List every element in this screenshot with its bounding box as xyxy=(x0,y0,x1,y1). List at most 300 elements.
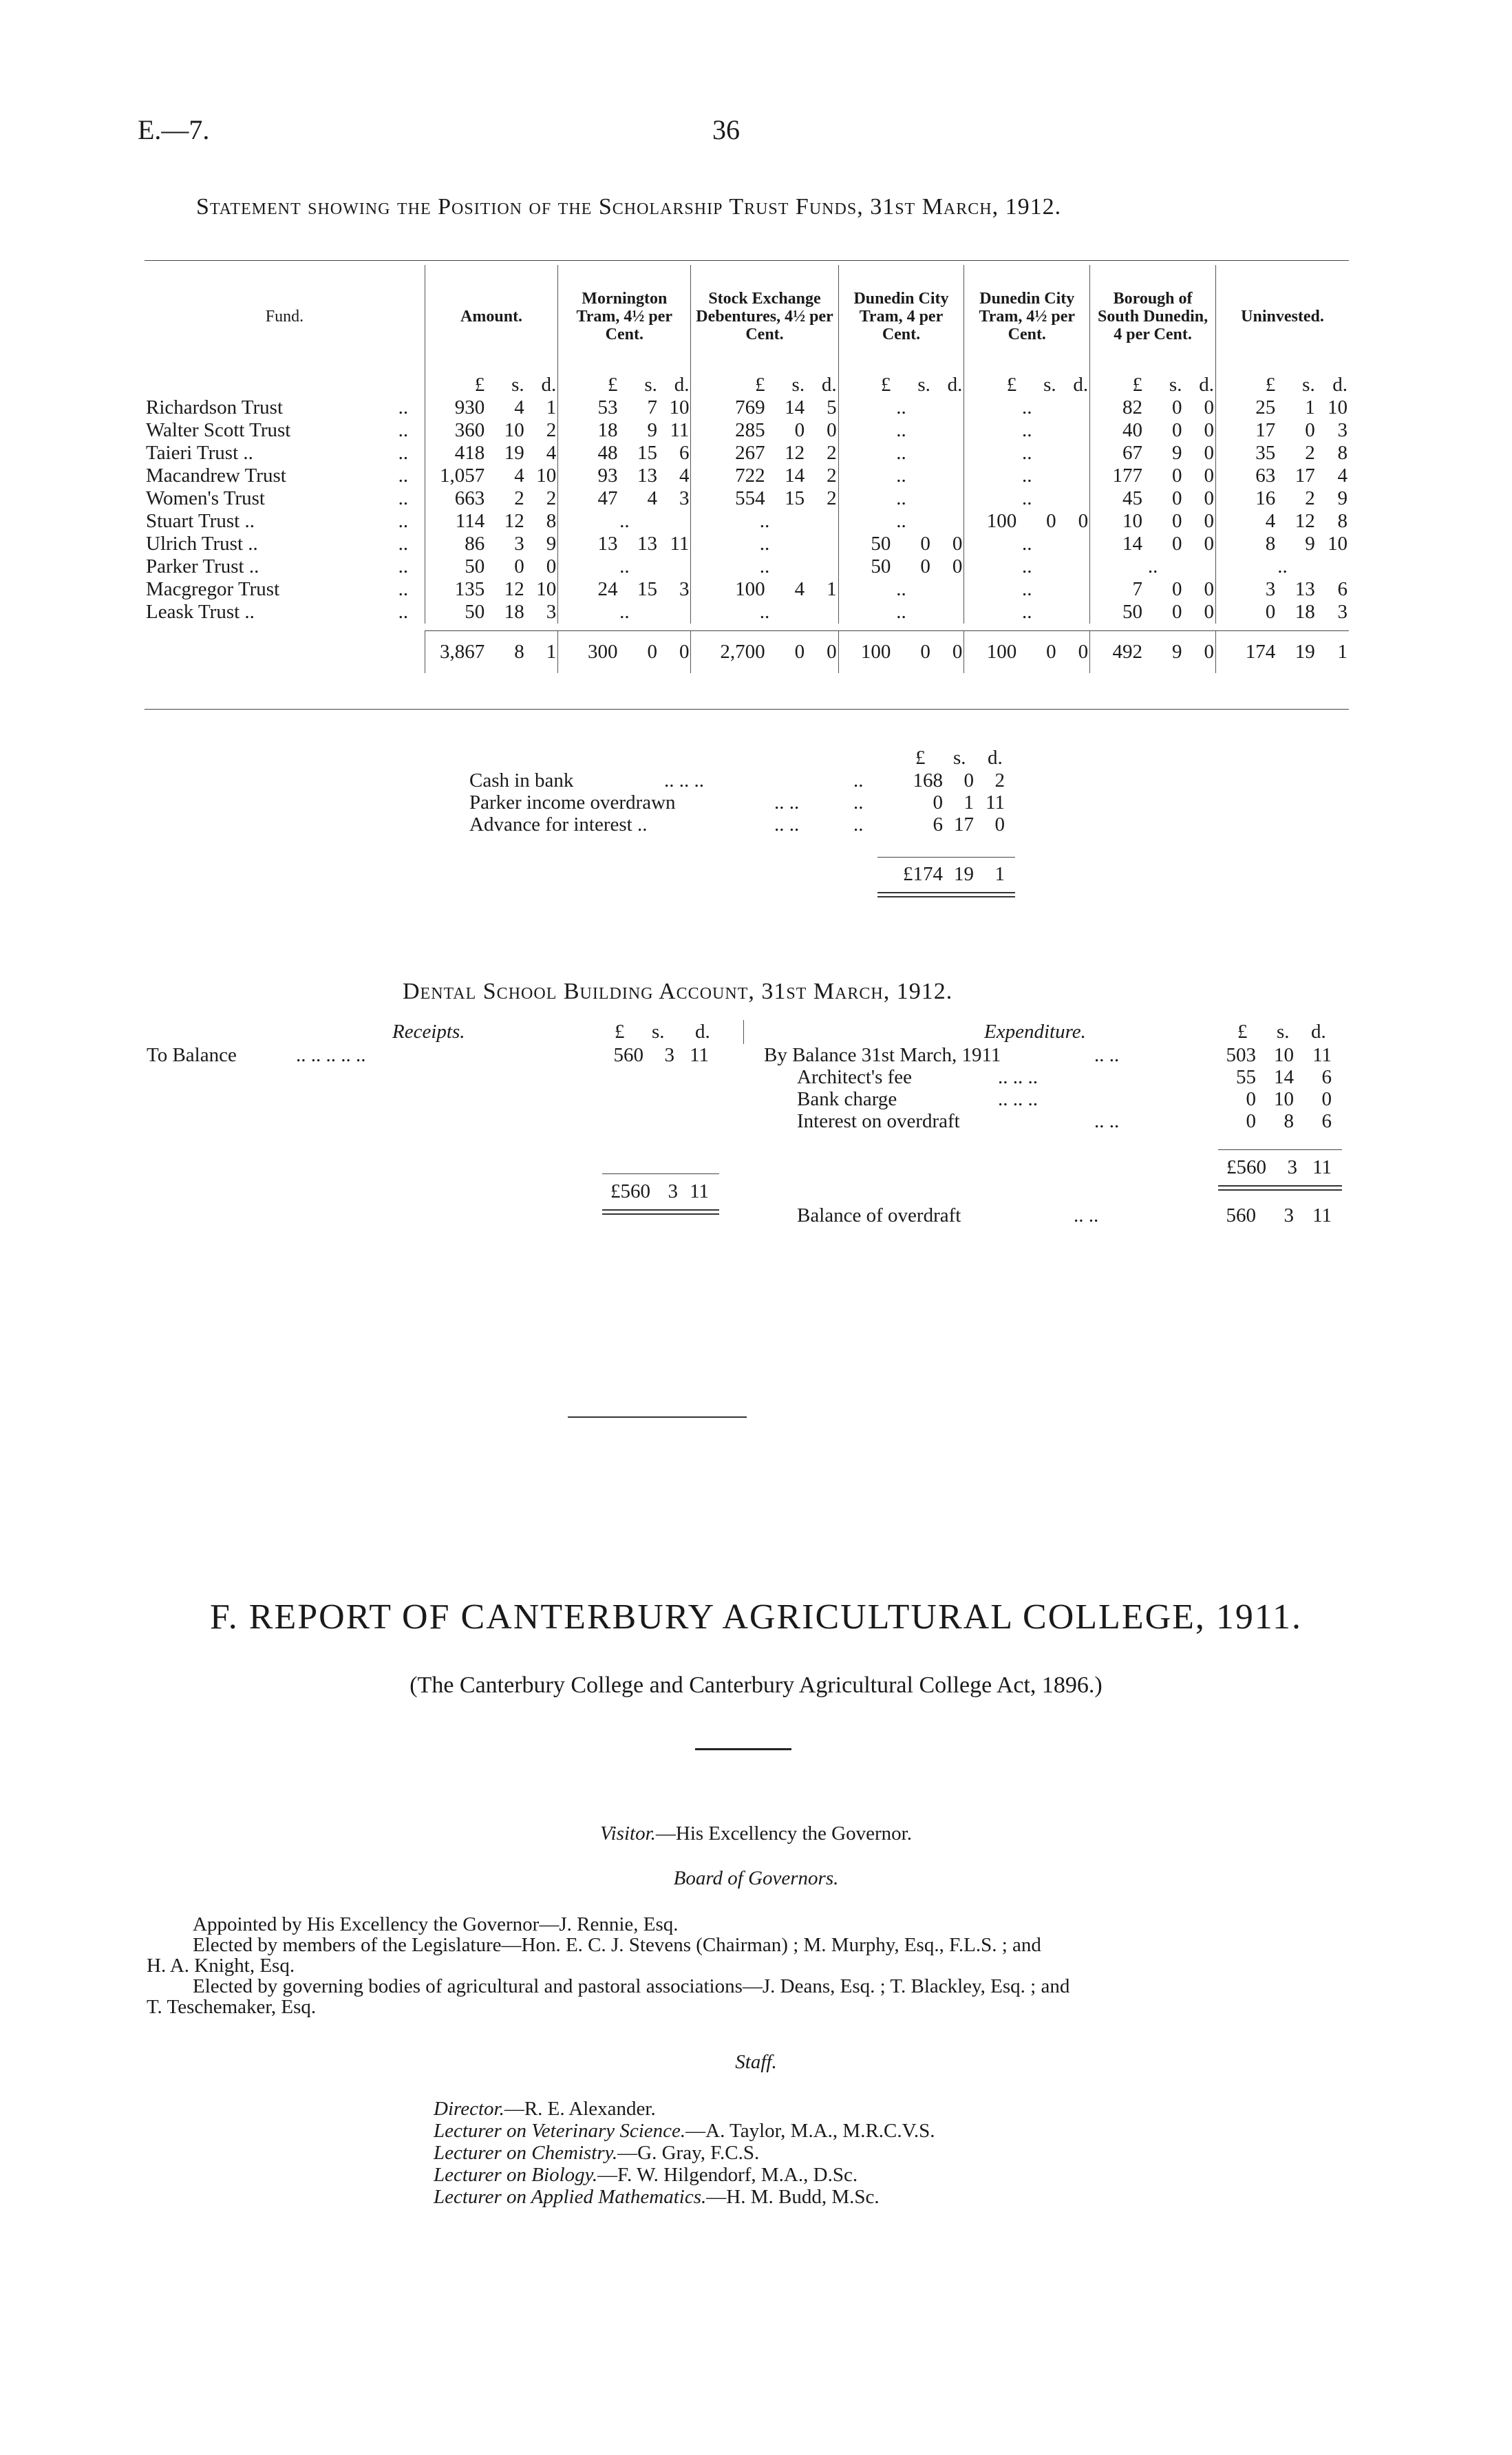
receipts-unit-shilling: s. xyxy=(652,1021,665,1043)
total-cell: 0 xyxy=(932,631,964,674)
uninvested-value: 0 xyxy=(933,791,943,814)
empty-cell: .. xyxy=(691,555,838,578)
value-cell: 11 xyxy=(670,419,690,441)
value-cell: 4 xyxy=(647,487,657,509)
value-cell: 35 xyxy=(1215,442,1277,465)
value-cell: 2 xyxy=(827,487,837,509)
uninvested-dots: .. .. xyxy=(774,791,800,814)
fund-name: Leask Trust .. xyxy=(146,601,255,623)
value-cell: 0 xyxy=(1204,601,1214,623)
table-row xyxy=(145,510,1349,533)
total-cell: 100 xyxy=(964,631,1018,674)
staff-name: —A. Taylor, M.A., M.R.C.V.S. xyxy=(685,2120,935,2142)
value-cell: 2 xyxy=(827,465,837,487)
unit-label: d. xyxy=(1073,374,1089,396)
value-cell: 63 xyxy=(1215,465,1277,487)
staff-name: —R. E. Alexander. xyxy=(504,2098,656,2120)
expenditure-value: 8 xyxy=(1284,1110,1294,1132)
unit-label: £ xyxy=(838,368,892,396)
receipts-total-pence: 11 xyxy=(690,1180,709,1202)
empty-cell: .. xyxy=(838,510,964,533)
unit-label: s. xyxy=(791,374,805,396)
value-cell: 14 xyxy=(785,465,805,487)
expenditure-value: 14 xyxy=(1274,1066,1294,1088)
uninvested-value: 0 xyxy=(994,814,1005,836)
board-elected-legislature: Elected by members of the Legislature—Hon. E. C. J. Stevens (Chairman) ; M. Murphy, Esq., F.L.S. ; and xyxy=(193,1934,1041,1956)
unit-label: s. xyxy=(917,374,930,396)
table-top-rule xyxy=(145,260,1349,261)
uninvested-value: 168 xyxy=(913,769,943,791)
staff-line xyxy=(434,2186,880,2209)
unit-label: d. xyxy=(1199,374,1214,396)
value-cell: 14 xyxy=(1090,533,1144,555)
table-row xyxy=(145,601,1349,624)
value-cell: 769 xyxy=(691,396,767,419)
empty-cell: .. xyxy=(964,465,1090,487)
uninvested-unit-pence: d. xyxy=(988,747,1003,769)
value-cell: 4 xyxy=(1215,510,1277,533)
report-title: F. REPORT OF CANTERBURY AGRICULTURAL COLLEGE, 1911. xyxy=(210,1597,1302,1637)
expend-total-pence: 11 xyxy=(1312,1156,1332,1178)
unit-label: £ xyxy=(1215,368,1277,396)
dental-title: Dental School Building Account, 31st March, 1912. xyxy=(403,979,953,1004)
expend-unit-pence: d. xyxy=(1311,1021,1326,1043)
table-row xyxy=(145,487,1349,510)
staff-role: Lecturer on Applied Mathematics. xyxy=(434,2186,707,2208)
table-header-row xyxy=(145,265,1349,368)
col-fund: Fund. xyxy=(265,308,304,326)
overdraft-dots: .. .. xyxy=(1074,1204,1099,1226)
document-ref: E.—7. xyxy=(138,114,210,145)
uninvested-dots-lead: .. xyxy=(853,769,864,791)
expenditure-value: 0 xyxy=(1246,1088,1256,1110)
fund-dots: .. xyxy=(398,487,409,509)
value-cell: 19 xyxy=(504,442,524,464)
value-cell: 2 xyxy=(1305,442,1315,464)
value-cell: 25 xyxy=(1215,396,1277,419)
value-cell: 67 xyxy=(1090,442,1144,465)
value-cell: 285 xyxy=(691,419,767,442)
value-cell: 0 xyxy=(1171,487,1182,509)
value-cell: 114 xyxy=(425,510,486,533)
overdraft-pounds: 560 xyxy=(1226,1204,1256,1226)
value-cell: 4 xyxy=(679,465,690,487)
unit-label: £ xyxy=(558,368,619,396)
total-cell: 174 xyxy=(1215,631,1277,674)
value-cell: 18 xyxy=(504,601,524,623)
value-cell: 4 xyxy=(1337,465,1348,487)
col-uninvested: Uninvested. xyxy=(1215,265,1349,368)
value-cell: 12 xyxy=(504,578,524,600)
receipt-shillings: 3 xyxy=(664,1044,674,1066)
total-cell: 8 xyxy=(486,631,525,674)
value-cell: 0 xyxy=(1171,601,1182,623)
unit-label: £ xyxy=(964,368,1018,396)
receipt-label: To Balance xyxy=(147,1044,237,1066)
value-cell: 3 xyxy=(514,533,524,555)
table-row xyxy=(145,533,1349,555)
fund-name: Parker Trust .. xyxy=(146,555,259,577)
empty-cell: .. xyxy=(964,578,1090,601)
table-row xyxy=(145,578,1349,601)
value-cell: 267 xyxy=(691,442,767,465)
value-cell: 12 xyxy=(785,442,805,464)
value-cell: 24 xyxy=(558,578,619,601)
receipts-total-double-rule xyxy=(602,1209,719,1215)
uninvested-label: Advance for interest .. xyxy=(469,814,648,836)
staff-name: —H. M. Budd, M.Sc. xyxy=(706,2186,880,2208)
unit-label: d. xyxy=(541,374,557,396)
value-cell: 4 xyxy=(546,442,557,464)
total-cell: 492 xyxy=(1090,631,1144,674)
page-number: 36 xyxy=(712,114,740,145)
col-dunedin-4: Dunedin City Tram, 4 per Cent. xyxy=(838,265,964,368)
value-cell: 9 xyxy=(1305,533,1315,555)
board-heading: Board of Governors. xyxy=(673,1867,839,1889)
value-cell: 7 xyxy=(1090,578,1144,601)
col-mornington: Mornington Tram, 4½ per Cent. xyxy=(558,265,691,368)
expend-total-rule xyxy=(1218,1149,1342,1150)
unit-label: £ xyxy=(691,368,767,396)
value-cell: 1 xyxy=(546,396,557,418)
total-cell: 3,867 xyxy=(425,631,486,674)
table-row xyxy=(145,396,1349,419)
empty-cell: .. xyxy=(964,555,1090,578)
value-cell: 15 xyxy=(637,578,657,600)
value-cell: 0 xyxy=(1204,396,1214,418)
uninvested-dots-lead: .. xyxy=(853,791,864,814)
value-cell: 3 xyxy=(1337,419,1348,441)
unit-label: s. xyxy=(511,374,524,396)
value-cell: 0 xyxy=(1171,465,1182,487)
value-cell: 3 xyxy=(1215,578,1277,601)
uninvested-total-rule xyxy=(877,857,1015,858)
value-cell: 12 xyxy=(1295,510,1315,532)
value-cell: 18 xyxy=(1295,601,1315,623)
value-cell: 13 xyxy=(558,533,619,555)
unit-label: s. xyxy=(644,374,657,396)
uninvested-value: 0 xyxy=(963,769,974,791)
uninvested-total-double-rule xyxy=(877,892,1015,897)
value-cell: 0 xyxy=(1078,510,1089,532)
value-cell: 10 xyxy=(669,396,690,418)
unit-label: s. xyxy=(1302,374,1315,396)
board-appointed: Appointed by His Excellency the Governor—J. Rennie, Esq. xyxy=(193,1913,679,1935)
staff-heading: Staff. xyxy=(735,2051,777,2073)
total-cell: 300 xyxy=(558,631,619,674)
value-cell: 15 xyxy=(637,442,657,464)
table-row xyxy=(145,419,1349,442)
fund-dots: .. xyxy=(398,533,409,555)
value-cell: 554 xyxy=(691,487,767,510)
value-cell: 13 xyxy=(1295,578,1315,600)
uninvested-dots: .. .. .. xyxy=(664,769,704,791)
report-subtitle: (The Canterbury College and Canterbury Agricultural College Act, 1896.) xyxy=(409,1672,1103,1698)
value-cell: 16 xyxy=(1215,487,1277,510)
expenditure-value: 6 xyxy=(1321,1110,1332,1132)
expenditure-label: Interest on overdraft xyxy=(797,1110,960,1132)
value-cell: 663 xyxy=(425,487,486,510)
empty-cell: .. xyxy=(558,555,691,578)
table-row xyxy=(145,465,1349,487)
expenditure-dots: .. .. .. xyxy=(998,1088,1038,1110)
fund-dots: .. xyxy=(398,601,409,623)
units-row xyxy=(145,368,1349,396)
value-cell: 2 xyxy=(514,487,524,509)
value-cell: 0 xyxy=(1171,396,1182,418)
uninvested-total-pence: 1 xyxy=(994,863,1005,885)
value-cell: 9 xyxy=(1337,487,1348,509)
value-cell: 135 xyxy=(425,578,486,601)
value-cell: 3 xyxy=(546,601,557,623)
total-cell: 0 xyxy=(1058,631,1090,674)
total-cell: 0 xyxy=(1183,631,1215,674)
expenditure-dots: .. .. xyxy=(1094,1044,1120,1066)
empty-cell: .. xyxy=(964,487,1090,510)
unit-label: d. xyxy=(821,374,837,396)
dental-divider xyxy=(743,1020,744,1044)
expenditure-value: 0 xyxy=(1246,1110,1256,1132)
value-cell: 0 xyxy=(1204,487,1214,509)
units-spacer xyxy=(145,368,382,396)
total-cell: 0 xyxy=(806,631,838,674)
total-cell: 0 xyxy=(619,631,658,674)
totals-gap xyxy=(145,624,1349,631)
uninvested-value: 6 xyxy=(933,814,943,836)
value-cell: 3 xyxy=(1337,601,1348,623)
empty-cell: .. xyxy=(838,601,964,624)
total-cell: 0 xyxy=(767,631,806,674)
expenditure-value: 10 xyxy=(1274,1044,1294,1066)
uninvested-label: Parker income overdrawn xyxy=(469,791,676,814)
value-cell: 0 xyxy=(1171,510,1182,532)
statement-title: Statement showing the Position of the Scholarship Trust Funds, 31st March, 1912. xyxy=(196,194,1062,220)
totals-spacer xyxy=(145,631,382,674)
empty-cell: .. xyxy=(691,601,838,624)
staff-role: Lecturer on Biology. xyxy=(434,2164,598,2186)
total-cell: 9 xyxy=(1144,631,1183,674)
col-south-dunedin: Borough of South Dunedin, 4 per Cent. xyxy=(1090,265,1216,368)
receipts-total-rule xyxy=(602,1173,719,1174)
trust-funds-table xyxy=(145,265,1349,673)
empty-cell: .. xyxy=(964,533,1090,555)
empty-cell: .. xyxy=(838,442,964,465)
empty-cell: .. xyxy=(838,465,964,487)
uninvested-total-shillings: 19 xyxy=(954,863,974,885)
expenditure-label: Architect's fee xyxy=(797,1066,913,1088)
value-cell: 1,057 xyxy=(425,465,486,487)
visitor-label: Visitor. xyxy=(600,1822,656,1845)
value-cell: 9 xyxy=(1171,442,1182,464)
value-cell: 0 xyxy=(920,533,930,555)
value-cell: 0 xyxy=(1305,419,1315,441)
value-cell: 47 xyxy=(558,487,619,510)
board-elected-associations: Elected by governing bodies of agricultural and pastoral associations—J. Deans, Esq. ; T. Blackley, Esq. ; and xyxy=(193,1975,1070,1997)
value-cell: 50 xyxy=(425,555,486,578)
unit-label: £ xyxy=(425,368,486,396)
value-cell: 13 xyxy=(637,465,657,487)
expenditure-label: By Balance 31st March, 1911 xyxy=(764,1044,1001,1066)
value-cell: 10 xyxy=(536,465,557,487)
value-cell: 4 xyxy=(514,396,524,418)
uninvested-label: Cash in bank xyxy=(469,769,574,791)
value-cell: 0 xyxy=(952,533,963,555)
expenditure-label: Bank charge xyxy=(797,1088,897,1110)
staff-role: Lecturer on Chemistry. xyxy=(434,2142,618,2164)
value-cell: 48 xyxy=(558,442,619,465)
value-cell: 6 xyxy=(1337,578,1348,600)
expenditure-value: 10 xyxy=(1274,1088,1294,1110)
value-cell: 360 xyxy=(425,419,486,442)
staff-line xyxy=(434,2098,656,2121)
expenditure-value: 6 xyxy=(1321,1066,1332,1088)
uninvested-unit-shilling: s. xyxy=(953,747,966,769)
fund-name: Macandrew Trust xyxy=(146,465,286,487)
receipts-heading: Receipts. xyxy=(392,1021,465,1043)
value-cell: 0 xyxy=(1204,442,1214,464)
value-cell: 2 xyxy=(827,442,837,464)
board-elected-associations-cont: T. Teschemaker, Esq. xyxy=(147,1996,317,2018)
empty-cell: .. xyxy=(838,578,964,601)
fund-name: Ulrich Trust .. xyxy=(146,533,258,555)
expenditure-value: 0 xyxy=(1321,1088,1332,1110)
value-cell: 2 xyxy=(546,419,557,441)
table-row xyxy=(145,442,1349,465)
empty-cell: .. xyxy=(1090,555,1216,578)
staff-line xyxy=(434,2142,759,2165)
value-cell: 0 xyxy=(1171,533,1182,555)
value-cell: 0 xyxy=(1204,419,1214,441)
receipts-unit-pound: £ xyxy=(615,1021,625,1043)
empty-cell: .. xyxy=(838,487,964,510)
table-row xyxy=(145,555,1349,578)
value-cell: 722 xyxy=(691,465,767,487)
value-cell: 13 xyxy=(637,533,657,555)
expend-total-double-rule xyxy=(1218,1185,1342,1191)
unit-label: s. xyxy=(1169,374,1182,396)
uninvested-value: 17 xyxy=(954,814,974,836)
value-cell: 50 xyxy=(425,601,486,624)
value-cell: 1 xyxy=(827,578,837,600)
fund-dots: .. xyxy=(398,442,409,464)
staff-name: —F. W. Hilgendorf, M.A., D.Sc. xyxy=(597,2164,858,2186)
value-cell: 0 xyxy=(1204,578,1214,600)
value-cell: 10 xyxy=(536,578,557,600)
total-cell: 100 xyxy=(838,631,892,674)
value-cell: 1 xyxy=(1305,396,1315,418)
fund-dots: .. xyxy=(398,578,409,600)
uninvested-value: 2 xyxy=(994,769,1005,791)
fund-name: Stuart Trust .. xyxy=(146,510,255,532)
value-cell: 18 xyxy=(558,419,619,442)
fund-dots: .. xyxy=(398,396,409,418)
value-cell: 0 xyxy=(1204,510,1214,532)
value-cell: 6 xyxy=(679,442,690,464)
staff-line xyxy=(434,2120,935,2143)
unit-label: s. xyxy=(1043,374,1056,396)
empty-cell: .. xyxy=(838,396,964,419)
uninvested-unit-pound: £ xyxy=(915,747,926,769)
value-cell: 93 xyxy=(558,465,619,487)
units-spacer xyxy=(382,368,425,396)
section-separator xyxy=(568,1416,747,1418)
value-cell: 17 xyxy=(1295,465,1315,487)
unit-label: d. xyxy=(947,374,963,396)
total-cell: 1 xyxy=(1317,631,1349,674)
overdraft-label: Balance of overdraft xyxy=(797,1204,961,1226)
value-cell: 100 xyxy=(964,510,1018,533)
value-cell: 82 xyxy=(1090,396,1144,419)
overdraft-shillings: 3 xyxy=(1284,1204,1294,1226)
fund-dots: .. xyxy=(398,465,409,487)
value-cell: 45 xyxy=(1090,487,1144,510)
value-cell: 3 xyxy=(679,487,690,509)
uninvested-dots: .. .. xyxy=(774,814,800,836)
overdraft-pence: 11 xyxy=(1312,1204,1332,1226)
expend-unit-pound: £ xyxy=(1237,1021,1248,1043)
expenditure-value: 503 xyxy=(1226,1044,1256,1066)
value-cell: 0 xyxy=(1204,465,1214,487)
empty-cell: .. xyxy=(691,510,838,533)
value-cell: 3 xyxy=(679,578,690,600)
board-elected-legislature-cont: H. A. Knight, Esq. xyxy=(147,1955,295,1977)
value-cell: 0 xyxy=(1046,510,1056,532)
receipts-total-pounds: £560 xyxy=(610,1180,650,1202)
staff-line xyxy=(434,2164,858,2187)
total-cell: 0 xyxy=(892,631,931,674)
report-separator xyxy=(695,1748,791,1750)
value-cell: 50 xyxy=(1090,601,1144,624)
expend-unit-shilling: s. xyxy=(1277,1021,1290,1043)
value-cell: 86 xyxy=(425,533,486,555)
expend-total-shillings: 3 xyxy=(1287,1156,1297,1178)
receipt-pence: 11 xyxy=(690,1044,709,1066)
total-cell: 19 xyxy=(1277,631,1316,674)
table-bottom-rule xyxy=(145,709,1349,710)
fund-dots: .. xyxy=(398,555,409,577)
value-cell: 0 xyxy=(1171,578,1182,600)
fund-name: Walter Scott Trust xyxy=(146,419,291,441)
value-cell: 4 xyxy=(794,578,805,600)
receipts-total-shillings: 3 xyxy=(668,1180,678,1202)
value-cell: 0 xyxy=(920,555,930,577)
receipts-unit-pence: d. xyxy=(695,1021,710,1043)
value-cell: 418 xyxy=(425,442,486,465)
value-cell: 0 xyxy=(794,419,805,441)
staff-role: Director. xyxy=(434,2098,504,2120)
visitor-text: —His Excellency the Governor. xyxy=(655,1822,912,1845)
value-cell: 0 xyxy=(1171,419,1182,441)
empty-cell: .. xyxy=(1215,555,1349,578)
value-cell: 0 xyxy=(514,555,524,577)
uninvested-dots-lead: .. xyxy=(853,814,864,836)
empty-cell: .. xyxy=(964,396,1090,419)
expenditure-dots: .. .. xyxy=(1094,1110,1120,1132)
value-cell: 17 xyxy=(1215,419,1277,442)
expend-total-pounds: £560 xyxy=(1226,1156,1266,1178)
value-cell: 15 xyxy=(785,487,805,509)
value-cell: 9 xyxy=(546,533,557,555)
value-cell: 0 xyxy=(952,555,963,577)
fund-name: Women's Trust xyxy=(146,487,265,509)
value-cell: 2 xyxy=(1305,487,1315,509)
uninvested-value: 1 xyxy=(963,791,974,814)
value-cell: 4 xyxy=(514,465,524,487)
value-cell: 0 xyxy=(1215,601,1277,624)
unit-label: d. xyxy=(1332,374,1348,396)
expenditure-value: 11 xyxy=(1312,1044,1332,1066)
visitor-line xyxy=(0,1822,1512,1845)
